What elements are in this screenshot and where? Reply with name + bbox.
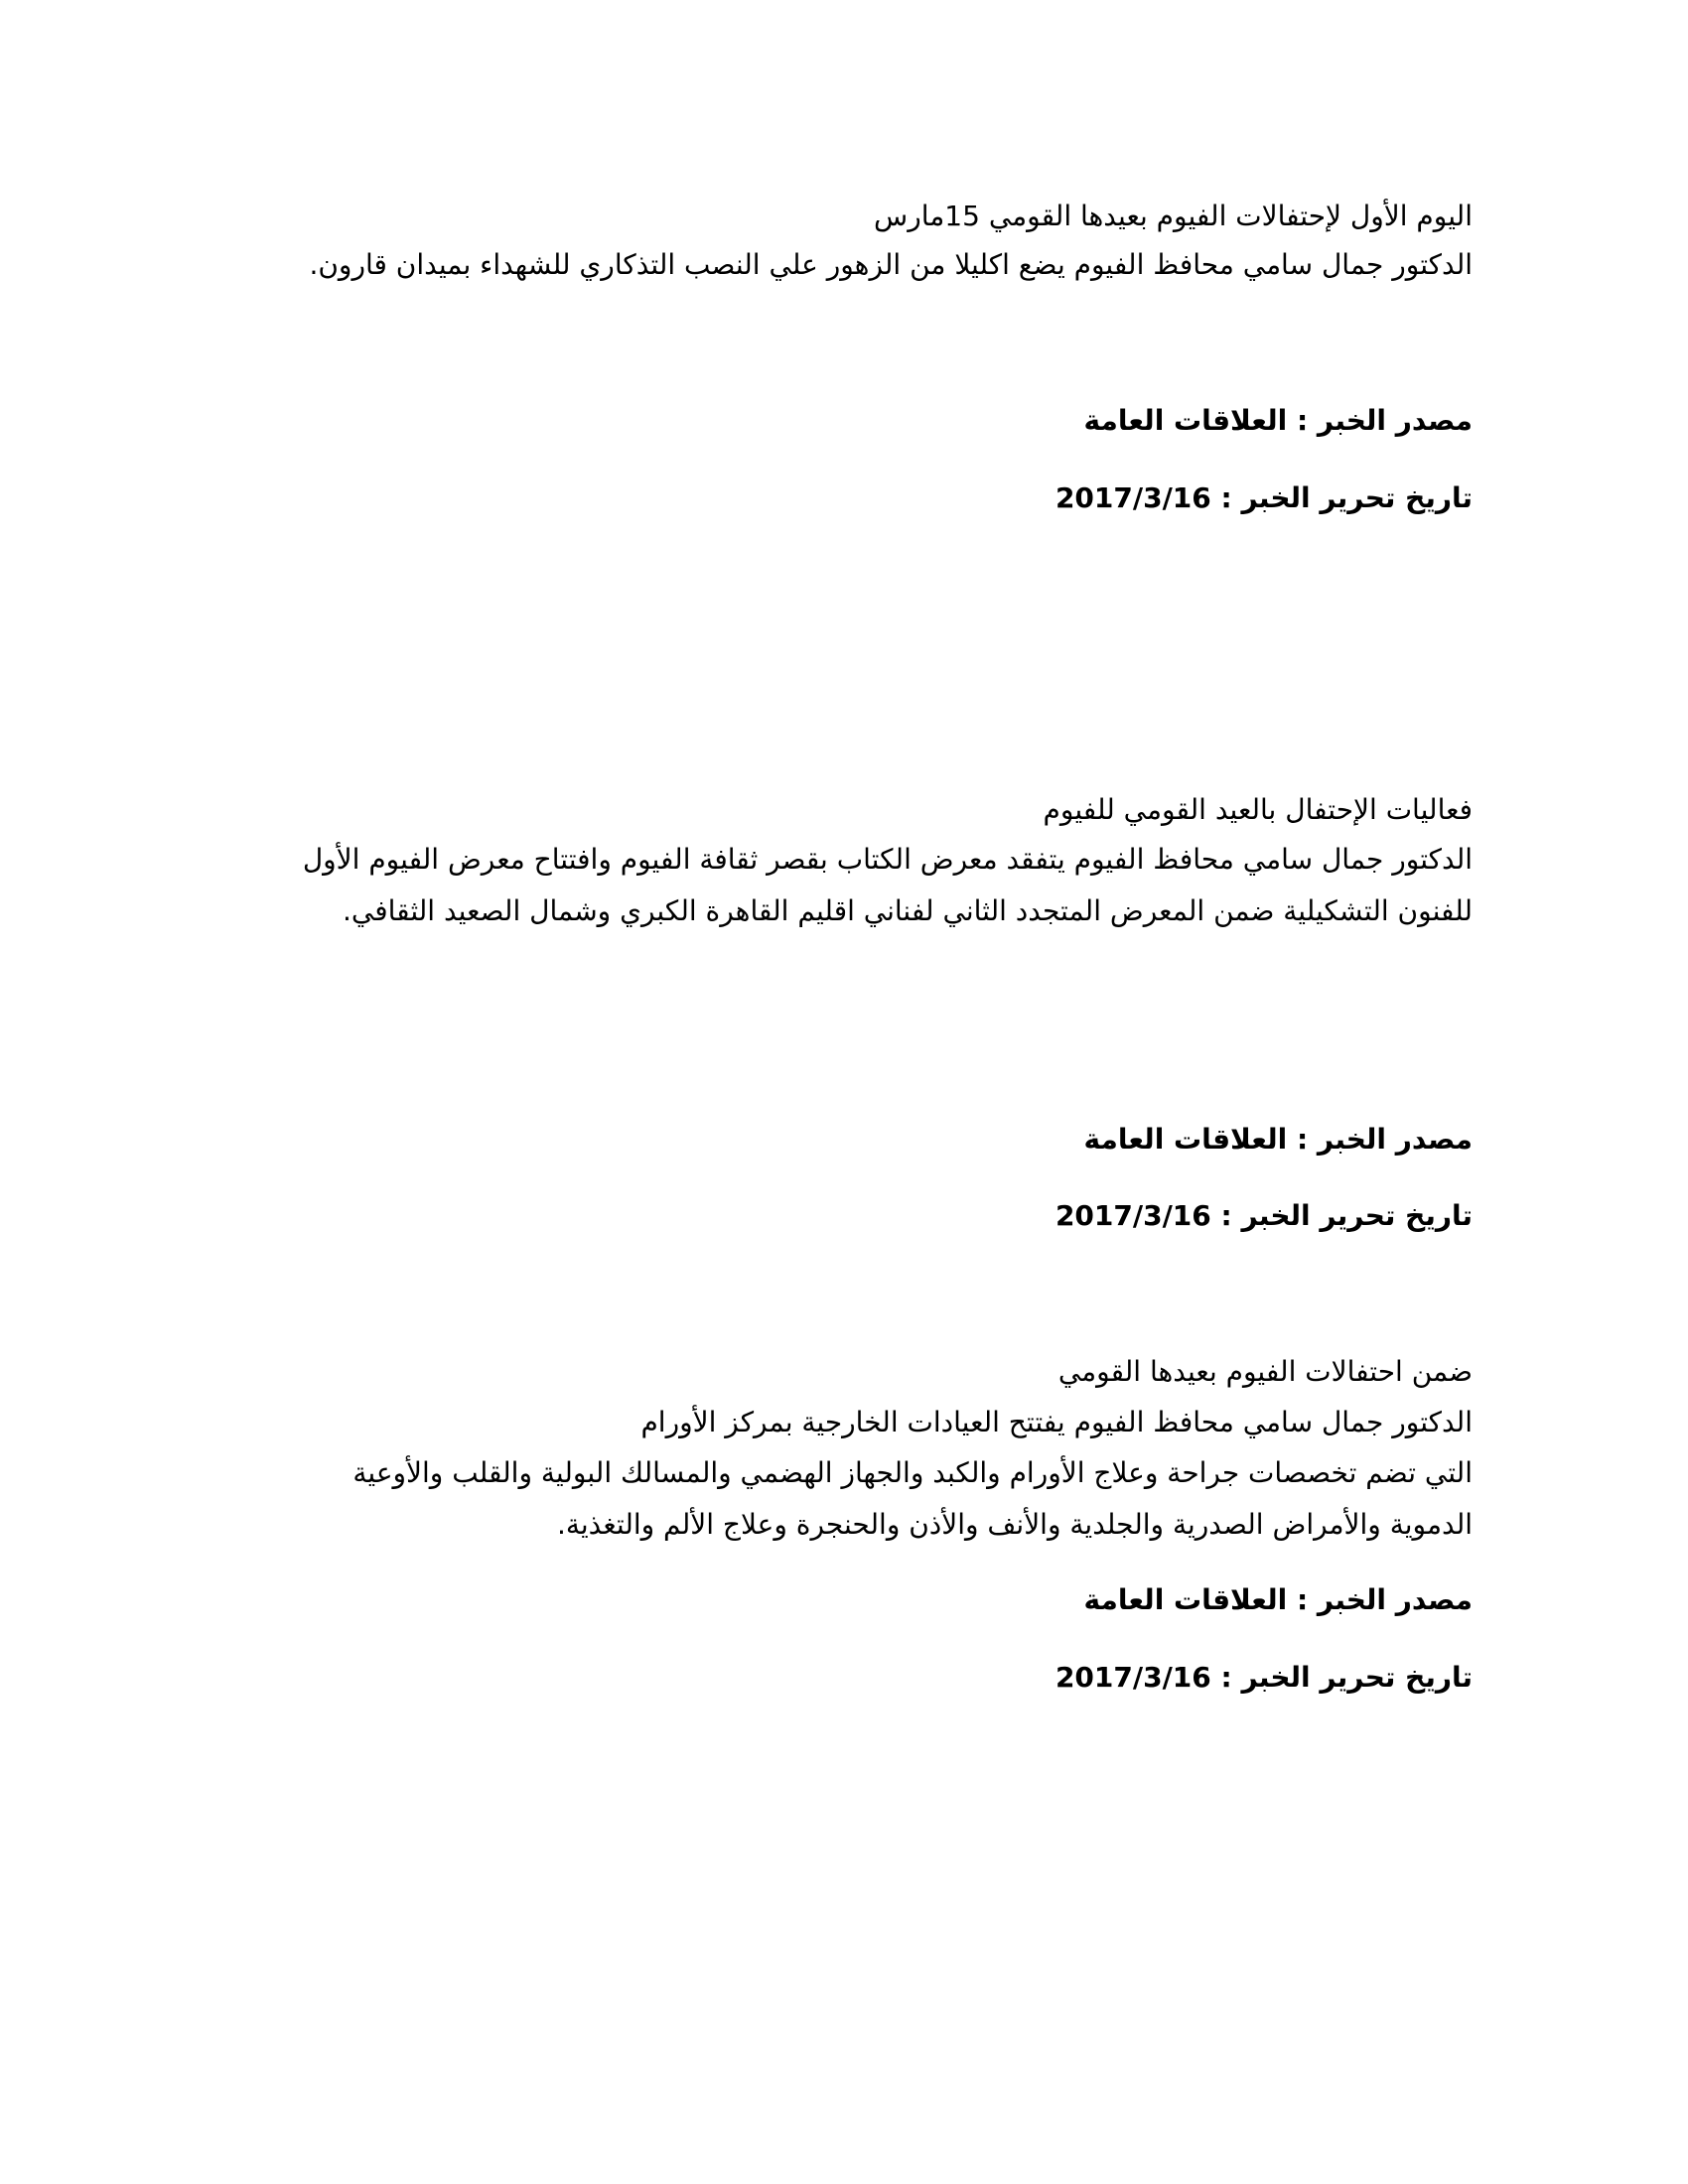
news-source: مصدر الخبر : العلاقات العامة xyxy=(1083,1583,1473,1616)
news-date: تاريخ تحرير الخبر : 2017/3/16 xyxy=(1055,1661,1473,1694)
news-date: تاريخ تحرير الخبر : 2017/3/16 xyxy=(1055,1199,1473,1232)
news-title: اليوم الأول لإحتفالات الفيوم بعيدها القومي 15مارس xyxy=(874,200,1473,232)
news-title: فعاليات الإحتفال بالعيد القومي للفيوم xyxy=(1043,793,1473,826)
news-source: مصدر الخبر : العلاقات العامة xyxy=(1083,404,1473,437)
news-body-line: الدكتور جمال سامي محافظ الفيوم يتفقد معرض الكتاب بقصر ثقافة الفيوم وافتتاح معرض الفيوم الأول xyxy=(302,843,1473,876)
news-body-line: الدكتور جمال سامي محافظ الفيوم يفتتح العيادات الخارجية بمركز الأورام xyxy=(640,1406,1473,1438)
news-body-line: التي تضم تخصصات جراحة وعلاج الأورام والكبد والجهاز الهضمي والمسالك البولية والقلب والأوعية xyxy=(352,1456,1473,1489)
news-body-line: للفنون التشكيلية ضمن المعرض المتجدد الثاني لفناني اقليم القاهرة الكبري وشمال الصعيد الثقافي. xyxy=(343,894,1473,927)
news-title: ضمن احتفالات الفيوم بعيدها القومي xyxy=(1057,1355,1473,1388)
news-source: مصدر الخبر : العلاقات العامة xyxy=(1083,1123,1473,1156)
news-date: تاريخ تحرير الخبر : 2017/3/16 xyxy=(1055,481,1473,514)
news-body-line: الدموية والأمراض الصدرية والجلدية والأنف والأذن والحنجرة وعلاج الألم والتغذية. xyxy=(556,1508,1473,1541)
news-body-line: الدكتور جمال سامي محافظ الفيوم يضع اكليلا من الزهور علي النصب التذكاري للشهداء بميدان قارون. xyxy=(309,248,1473,281)
